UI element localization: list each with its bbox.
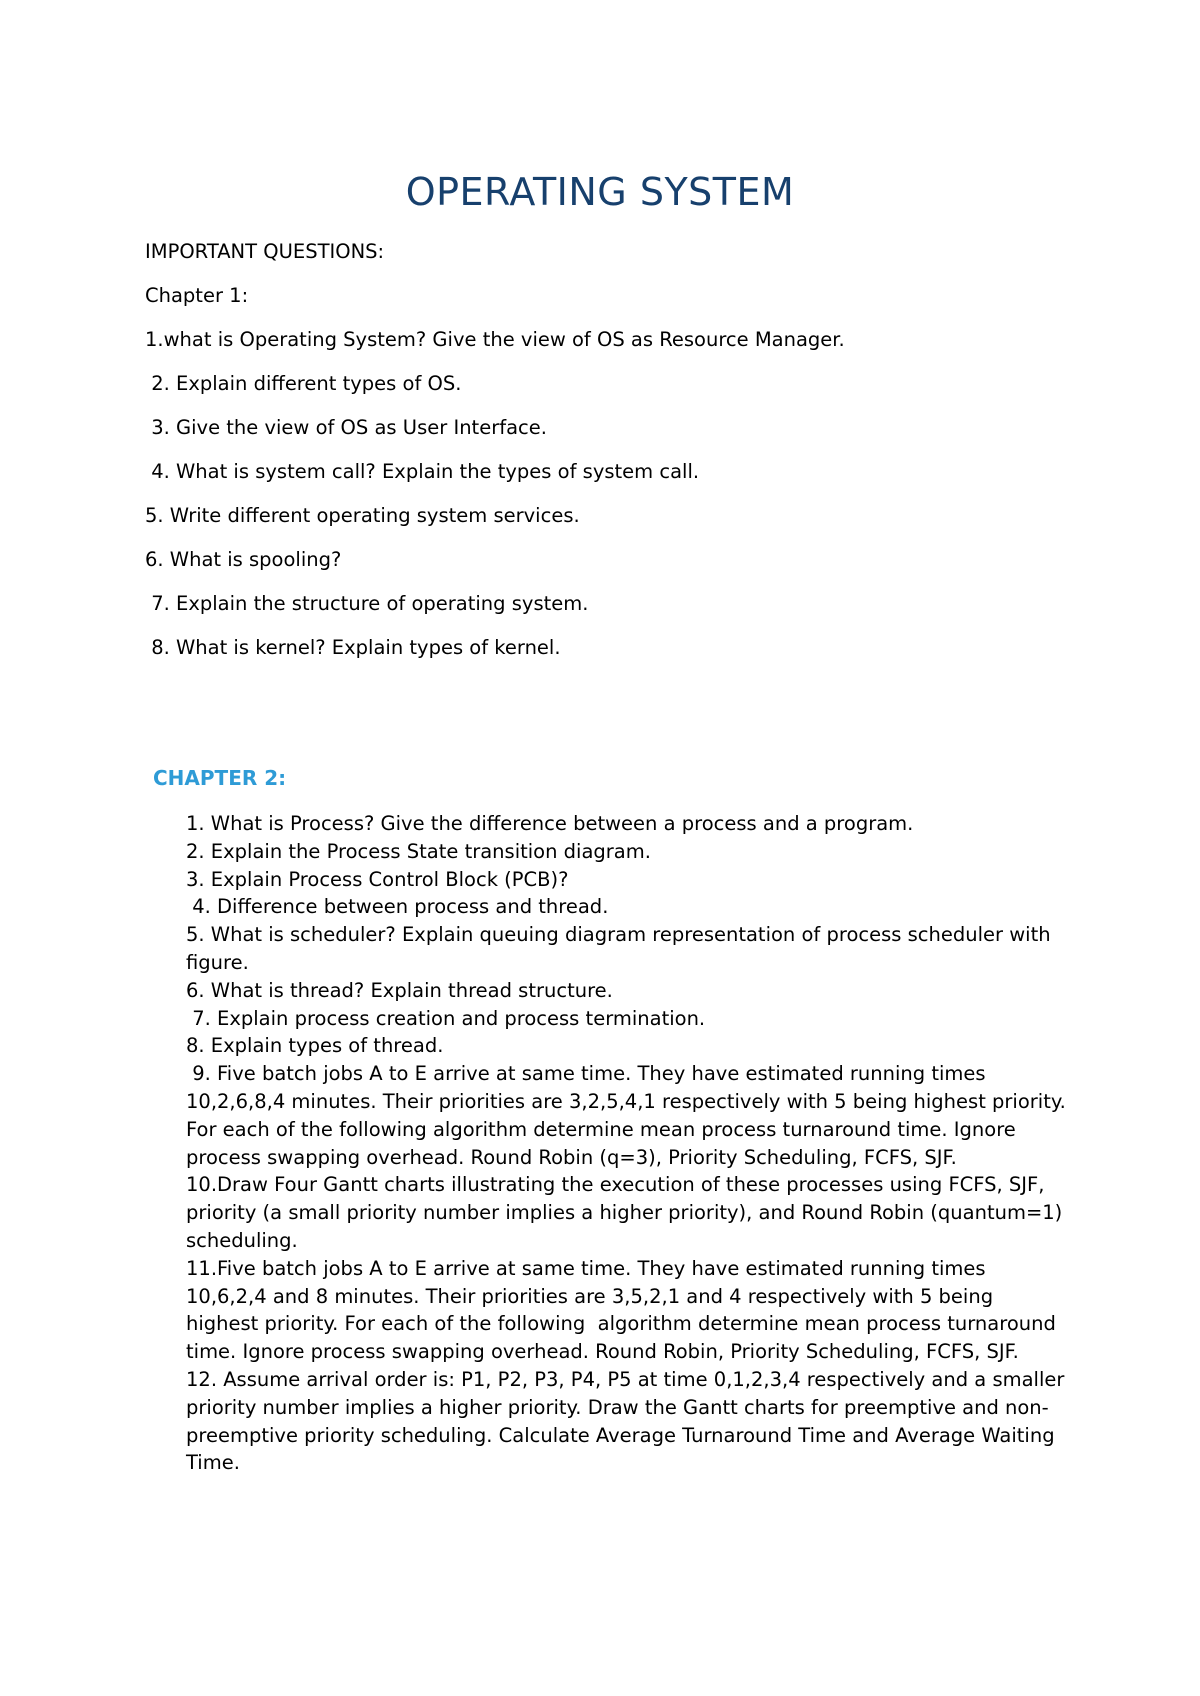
chapter-1-question: 4. What is system call? Explain the types of system call. [145,460,700,483]
chapter-1-question: 3. Give the view of OS as User Interface. [145,416,547,439]
chapter-1-question: 2. Explain different types of OS. [145,372,462,395]
chapter-2-question: 4. Difference between process and thread. [186,895,609,919]
chapter-2-question: 7. Explain process creation and process termination. [186,1006,706,1030]
chapter-2-question: 11.Five batch jobs A to E arrive at same time. They have estimated running times 10,6,2,4 and 8 minutes. Their priorities are 3,5,2,1 and 4 respectively with 5 being highest priority. For each of the following algorithm determine mean process turnaround time. Ignore process swapping overhead. Round Robin, Priority Scheduling, FCFS, SJF. [186,1256,1063,1364]
important-questions-label: IMPORTANT QUESTIONS: [145,240,385,263]
chapter-2-question: 8. Explain types of thread. [186,1034,444,1058]
chapter-2-question: 3. Explain Process Control Block (PCB)? [186,867,569,891]
chapter-1-question: 6. What is spooling? [145,548,342,571]
chapter-2-question: 1. What is Process? Give the difference between a process and a program. [186,812,914,835]
chapter-2-question: 9. Five batch jobs A to E arrive at same time. They have estimated running times 10,2,6,8,4 minutes. Their priorities are 3,2,5,4,1 respectively with 5 being highest priority. For each of the following algorithm determine mean process turnaround time. Ignore process swapping overhead. Round Robin (q=3), Priority Scheduling, FCFS, SJF. [186,1062,1073,1169]
chapter-2-question: 6. What is thread? Explain thread structure. [186,978,613,1002]
document-title: OPERATING SYSTEM [405,170,795,214]
chapter-2-question-list [186,810,1073,1477]
chapter-1-question: 7. Explain the structure of operating system. [145,592,589,615]
chapter-1-question: 5. Write different operating system services. [145,504,580,527]
chapter-2-heading: CHAPTER 2: [153,766,287,790]
chapter-1-question: 8. What is kernel? Explain types of kernel. [145,636,561,659]
chapter-2-question: 2. Explain the Process State transition diagram. [186,839,651,863]
chapter-2-question: 5. What is scheduler? Explain queuing diagram representation of process scheduler with figure. [186,923,1057,974]
chapter-2-question: 10.Draw Four Gantt charts illustrating the execution of these processes using FCFS, SJF, priority (a small priority number implies a higher priority), and Round Robin (quantum=1) scheduling. [186,1173,1069,1252]
chapter-2-question: 12. Assume arrival order is: P1, P2, P3, P4, P5 at time 0,1,2,3,4 respectively and a smaller priority number implies a higher priority. Draw the Gantt charts for preemptive and non-preemptive priority scheduling. Calculate Average Turnaround Time and Average Waiting Time. [186,1367,1071,1475]
chapter-1-question: 1.what is Operating System? Give the view of OS as Resource Manager. [145,328,845,351]
chapter-1-section [145,238,1105,678]
chapter-1-heading: Chapter 1: [145,284,249,307]
